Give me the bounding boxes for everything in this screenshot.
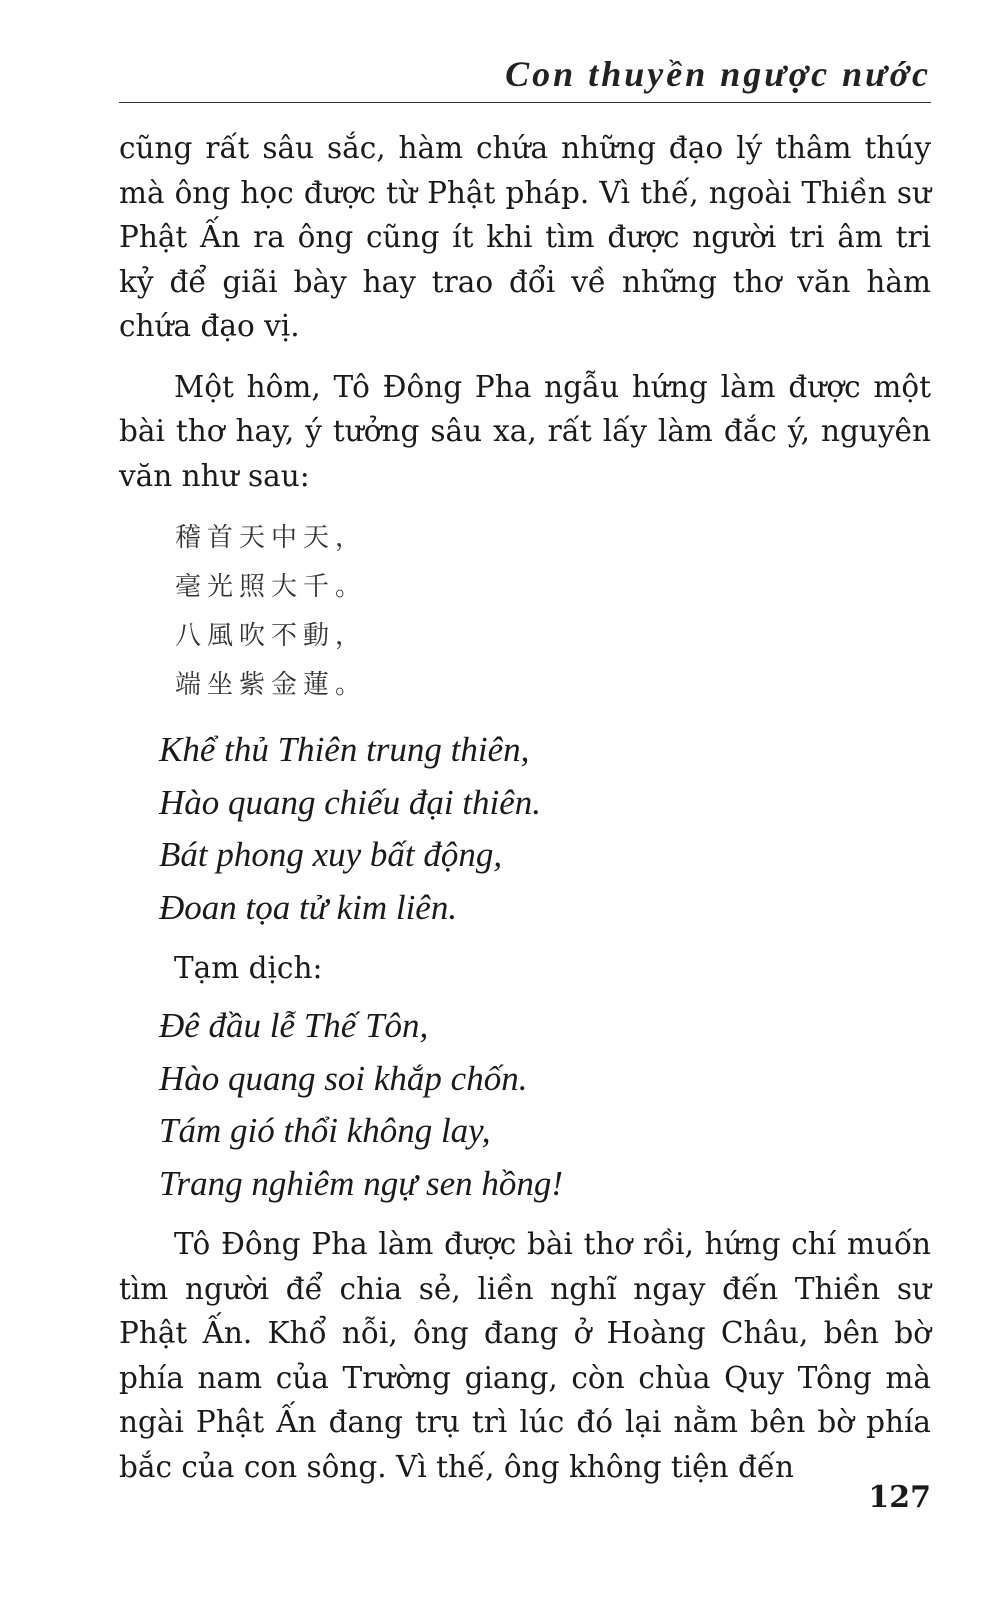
poem-chinese xyxy=(175,514,931,710)
running-header: Con thuyền ngược nước xyxy=(505,54,931,94)
paragraph-closing: Tô Đông Pha làm được bài thơ rồi, hứng chí muốn tìm người để chia sẻ, liền nghĩ ngay đến Thiền sư Phật Ấn. Khổ nỗi, ông đang ở Hoàng Châu, bên bờ phía nam của Trường giang, còn chùa Quy Tông mà ngài Phật Ấn đang trụ trì lúc đó lại nằm bên bờ phía bắc của con sông. Vì thế, ông không tiện đến xyxy=(119,1227,931,1484)
translation-label: Tạm dịch: xyxy=(174,951,323,985)
poem-transliteration-line: Bát phong xuy bất động, xyxy=(159,835,503,874)
poem-transliteration-line: Hào quang chiếu đại thiên. xyxy=(159,782,542,822)
body-text xyxy=(119,126,931,1505)
poem-transliteration xyxy=(159,724,931,934)
poem-translation-line: Tám gió thổi không lay, xyxy=(159,1111,491,1150)
poem-chinese-line: 八風吹不動， xyxy=(175,621,368,651)
poem-translation-line: Đê đầu lễ Thế Tôn, xyxy=(159,1006,429,1045)
poem-transliteration-line: Đoan tọa tử kim liên. xyxy=(159,887,458,927)
poem-translation-line: Hào quang soi khắp chốn. xyxy=(159,1058,528,1098)
poem-chinese-line: 毫光照大千。 xyxy=(175,572,368,602)
paragraph-poem-intro: Một hôm, Tô Đông Pha ngẫu hứng làm được một bài thơ hay, ý tưởng sâu xa, rất lấy làm đắc ý, nguyên văn như sau: xyxy=(119,369,931,493)
paragraph-continued: cũng rất sâu sắc, hàm chứa những đạo lý thâm thúy mà ông học được từ Phật pháp. Vì thế, ngoài Thiền sư Phật Ấn ra ông cũng ít khi tìm được người tri âm tri kỷ để giãi bày hay trao đổi về những thơ văn hàm chứa đạo vị. xyxy=(119,131,931,343)
poem-transliteration-line: Khể thủ Thiên trung thiên, xyxy=(159,730,530,769)
page-number: 127 xyxy=(868,1480,931,1515)
poem-chinese-line: 端坐紫金蓮。 xyxy=(175,670,368,700)
poem-translation xyxy=(159,1000,931,1210)
poem-chinese-line: 稽首天中天， xyxy=(175,523,368,553)
poem-translation-line: Trang nghiêm ngự sen hồng! xyxy=(159,1163,564,1203)
header-rule xyxy=(119,102,931,103)
